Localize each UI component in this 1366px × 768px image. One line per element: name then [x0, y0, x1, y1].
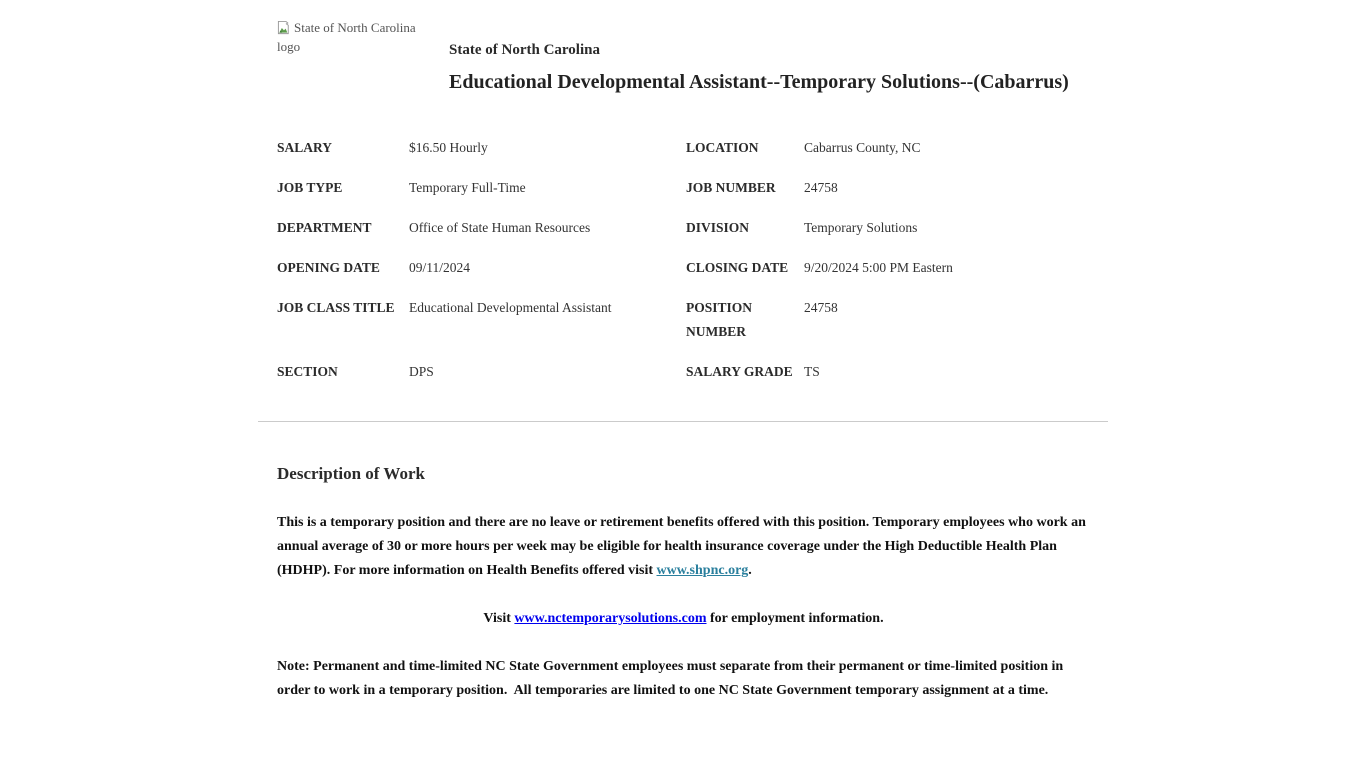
detail-value-job-type: Temporary Full-Time	[409, 180, 526, 195]
detail-value-salary-grade: TS	[804, 364, 820, 379]
nctemporarysolutions-link[interactable]: www.nctemporarysolutions.com	[514, 611, 707, 626]
detail-label-position-number: POSITION NUMBER	[686, 300, 753, 339]
detail-value-division: Temporary Solutions	[804, 220, 918, 235]
detail-value-section: DPS	[409, 364, 434, 379]
benefits-text-before: This is a temporary position and there are no leave or retirement benefits offered with this position. Temporary employees who work an annual average of 30 or more hours per week may be eligible for health insurance coverage under the High Deductible Health Plan (HDHP). For more information on Health Benefits offered visit	[277, 515, 1086, 578]
detail-value-position-number: 24758	[804, 300, 838, 315]
detail-label-section: SECTION	[277, 364, 338, 379]
detail-label-closing-date: CLOSING DATE	[686, 260, 789, 275]
shpnc-link[interactable]: www.shpnc.org	[656, 563, 749, 578]
detail-label-division: DIVISION	[686, 220, 750, 235]
section-heading: Description of Work	[277, 464, 425, 483]
detail-label-job-class-title: JOB CLASS TITLE	[277, 300, 395, 315]
detail-value-job-class-title: Educational Developmental Assistant	[409, 300, 612, 315]
detail-label-department: DEPARTMENT	[277, 220, 372, 235]
table-row	[277, 296, 1090, 360]
detail-label-location: LOCATION	[686, 140, 759, 155]
benefits-paragraph	[277, 511, 1090, 583]
table-row	[277, 176, 1090, 216]
header-text	[449, 18, 1108, 100]
detail-label-job-number: JOB NUMBER	[686, 180, 776, 195]
detail-value-job-number: 24758	[804, 180, 838, 195]
table-row	[277, 360, 1090, 400]
detail-value-department: Office of State Human Resources	[409, 220, 591, 235]
table-row	[277, 136, 1090, 176]
logo-alt-text: State of North Carolina logo	[277, 20, 416, 54]
logo-area	[258, 18, 449, 100]
benefits-text-after: .	[748, 563, 752, 578]
employment-text-before: Visit	[483, 611, 515, 626]
detail-value-salary: $16.50 Hourly	[409, 140, 488, 155]
table-row	[277, 216, 1090, 256]
employment-info-paragraph	[277, 607, 1090, 631]
detail-label-job-type: JOB TYPE	[277, 180, 343, 195]
detail-label-opening-date: OPENING DATE	[277, 260, 380, 275]
employment-text-after: for employment information.	[706, 611, 884, 626]
detail-value-opening-date: 09/11/2024	[409, 260, 471, 275]
detail-label-salary: SALARY	[277, 140, 333, 155]
broken-image-icon	[277, 20, 292, 39]
header	[258, 0, 1108, 100]
description-section	[258, 462, 1108, 703]
detail-value-closing-date: 9/20/2024 5:00 PM Eastern	[804, 260, 953, 275]
agency-name: State of North Carolina	[449, 42, 600, 58]
detail-value-location: Cabarrus County, NC	[804, 140, 921, 155]
note-paragraph: Note: Permanent and time-limited NC State Government employees must separate from their permanent or time-limited position in order to work in a temporary position. All temporaries are limited to one NC State Government temporary assignment at a time.	[277, 659, 1067, 698]
section-divider	[258, 421, 1108, 422]
table-row	[277, 256, 1090, 296]
job-posting-page	[258, 0, 1108, 703]
job-details-table	[258, 136, 1108, 400]
detail-label-salary-grade: SALARY GRADE	[686, 364, 793, 379]
page-title: Educational Developmental Assistant--Temporary Solutions--(Cabarrus)	[449, 71, 1069, 93]
